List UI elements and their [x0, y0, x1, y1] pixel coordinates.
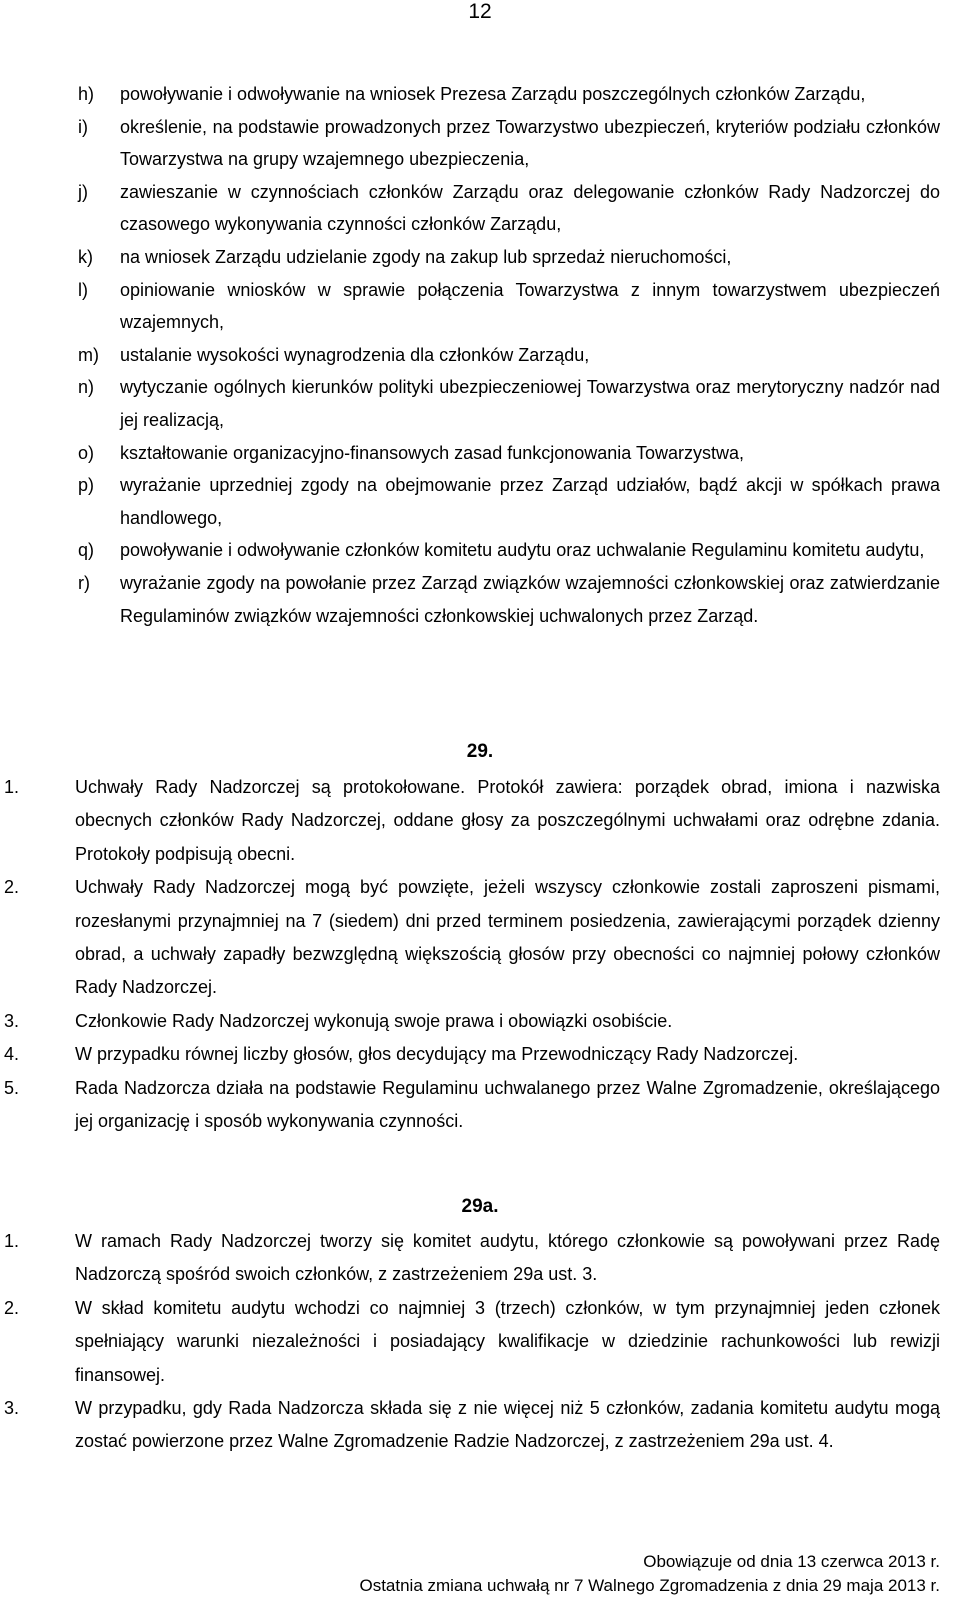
- item-label: p): [78, 475, 95, 496]
- item-label: n): [78, 377, 95, 398]
- item-number: 5.: [4, 1077, 20, 1098]
- list-item: [78, 437, 940, 470]
- list-item: [78, 534, 940, 567]
- list-item: [78, 274, 940, 339]
- list-item: [78, 78, 940, 111]
- list-item: [0, 871, 940, 1005]
- item-label: j): [78, 181, 88, 202]
- list-item: [0, 1005, 940, 1038]
- item-text: zawieszanie w czynnościach członków Zarządu oraz delegowanie członków Rady Nadzorczej do czasowego wykonywania czynności członków Zarządu,: [120, 181, 940, 235]
- item-text: W ramach Rady Nadzorczej tworzy się komitet audytu, którego członkowie są powoływani przez Radę Nadzorczą spośród swoich członków, z zastrzeżeniem 29a ust. 3.: [75, 1231, 940, 1285]
- footer: [359, 1550, 940, 1598]
- list-item: [78, 339, 940, 372]
- item-label: k): [78, 246, 93, 267]
- item-text: powoływanie i odwoływanie na wniosek Prezesa Zarządu poszczególnych członków Zarządu,: [120, 84, 866, 104]
- item-text: W skład komitetu audytu wchodzi co najmniej 3 (trzech) członków, w tym przynajmniej jeden członek spełniający warunki niezależności i posiadający kwalifikacje w dziedzinie rachunkowości lub rewizji finansowej.: [75, 1297, 940, 1385]
- item-text: powoływanie i odwoływanie członków komitetu audytu oraz uchwalanie Regulaminu komitetu audytu,: [120, 540, 925, 561]
- list-item: [0, 1392, 940, 1459]
- list-item: [0, 1072, 940, 1139]
- item-text: ustalanie wysokości wynagrodzenia dla członków Zarządu,: [120, 344, 590, 365]
- item-number: 2.: [4, 877, 20, 898]
- item-text: Rada Nadzorcza działa na podstawie Regulaminu uchwalanego przez Walne Zgromadzenie, określającego jej organizację i sposób wykonywania czynności.: [75, 1077, 940, 1132]
- item-label: i): [78, 116, 88, 137]
- list-item: [0, 1292, 940, 1392]
- item-label: l): [78, 279, 88, 300]
- page-number: 12: [468, 0, 492, 23]
- section-29-list: [0, 771, 940, 1138]
- item-number: 2.: [4, 1297, 20, 1318]
- list-item: [0, 771, 940, 871]
- footer-last-amendment: Ostatnia zmiana uchwałą nr 7 Walnego Zgromadzenia z dnia 29 maja 2013 r.: [359, 1576, 940, 1595]
- item-label: o): [78, 442, 95, 463]
- item-text: na wniosek Zarządu udzielanie zgody na zakup lub sprzedaż nieruchomości,: [120, 246, 732, 267]
- list-item: [0, 1225, 940, 1292]
- section-29a-list: [0, 1225, 940, 1459]
- item-text: kształtowanie organizacyjno-finansowych zasad funkcjonowania Towarzystwa,: [120, 442, 744, 463]
- item-label: r): [78, 572, 90, 593]
- list-item: [78, 111, 940, 176]
- list-item: [78, 176, 940, 241]
- item-text: W przypadku równej liczby głosów, głos decydujący ma Przewodniczący Rady Nadzorczej.: [75, 1044, 799, 1065]
- item-label: m): [78, 344, 99, 365]
- list-item: [78, 241, 940, 274]
- item-text: określenie, na podstawie prowadzonych przez Towarzystwo ubezpieczeń, kryteriów podziału członków Towarzystwa na grupy wzajemnego ubezpieczenia,: [120, 116, 940, 170]
- item-label: q): [78, 540, 95, 561]
- list-item: [78, 567, 940, 632]
- item-text: W przypadku, gdy Rada Nadzorcza składa się z nie więcej niż 5 członków, zadania komitetu audytu mogą zostać powierzone przez Walne Zgromadzenie Radzie Nadzorczej, z zastrzeżeniem 29a ust. 4.: [75, 1398, 940, 1452]
- item-number: 3.: [4, 1398, 20, 1419]
- item-label: h): [78, 84, 95, 104]
- footer-effective-date: Obowiązuje od dnia 13 czerwca 2013 r.: [643, 1552, 940, 1571]
- list-item: [78, 469, 940, 534]
- item-number: 1.: [4, 1231, 20, 1251]
- item-text: Uchwały Rady Nadzorczej mogą być powzięte, jeżeli wszyscy członkowie zostali zaproszeni pismami, rozesłanymi przynajmniej na 7 (siedem) dni przed terminem posiedzenia, zawierającymi porządek dzienny obrad, a uchwały zapadły bezwzględną większością głosów przy obecności co najmniej połowy członków Rady Nadzorczej.: [75, 877, 940, 998]
- item-number: 4.: [4, 1044, 20, 1065]
- item-text: Członkowie Rady Nadzorczej wykonują swoje prawa i obowiązki osobiście.: [75, 1010, 673, 1031]
- item-text: wyrażanie uprzedniej zgody na obejmowanie przez Zarząd udziałów, bądź akcji w spółkach prawa handlowego,: [120, 475, 940, 528]
- item-text: Uchwały Rady Nadzorczej są protokołowane. Protokół zawiera: porządek obrad, imiona i nazwiska obecnych członków Rady Nadzorczej, oddane głosy za poszczególnymi uchwałami oraz odrębne zdania. Protokoły podpisują obecni.: [75, 777, 940, 864]
- list-item: [78, 371, 940, 436]
- item-number: 3.: [4, 1010, 20, 1031]
- list-item: [0, 1038, 940, 1071]
- item-text: wytyczanie ogólnych kierunków polityki ubezpieczeniowej Towarzystwa oraz merytoryczny nadzór nad jej realizacją,: [120, 377, 940, 430]
- item-number: 1.: [4, 777, 20, 797]
- item-text: wyrażanie zgody na powołanie przez Zarząd związków wzajemności członkowskiej oraz zatwierdzanie Regulaminów związków wzajemności członkowskiej uchwalonych przez Zarząd.: [120, 572, 940, 626]
- item-text: opiniowanie wniosków w sprawie połączenia Towarzystwa z innym towarzystwem ubezpieczeń wzajemnych,: [120, 279, 940, 333]
- section-heading-29: 29.: [466, 741, 494, 762]
- section-heading-29a: 29a.: [461, 1196, 499, 1217]
- letter-list: [78, 78, 940, 632]
